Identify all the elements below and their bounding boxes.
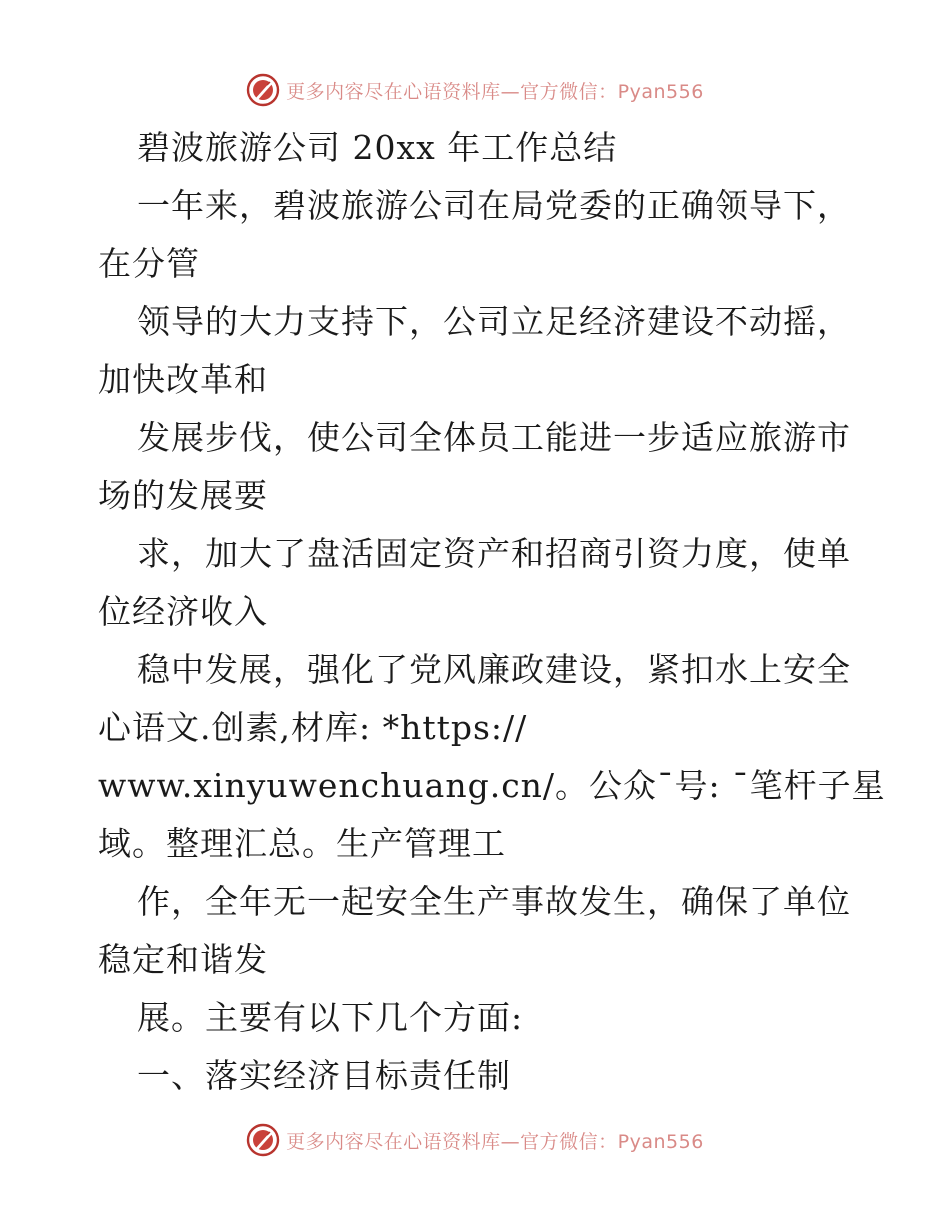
footer-banner[interactable]	[0, 1120, 950, 1160]
paragraph-line: 展。主要有以下几个方面:	[137, 998, 524, 1037]
paragraph-line: 在分管	[98, 244, 200, 283]
paragraph-line: www.xinyuwenchuang.cn/。公众¯号: ¯笔杆子星	[98, 766, 886, 805]
paragraph-line: 心语文.创素,材库: *https://	[98, 708, 528, 747]
paragraph-line: 领导的大力支持下，公司立足经济建设不动摇，	[137, 302, 851, 341]
quill-logo-icon	[246, 1123, 280, 1157]
paragraph-line: 一年来，碧波旅游公司在局党委的正确领导下，	[137, 186, 851, 225]
section-heading: 一、落实经济目标责任制	[137, 1056, 511, 1095]
paragraph-line: 稳中发展，强化了党风廉政建设，紧扣水上安全	[137, 650, 851, 689]
paragraph-line: 位经济收入	[98, 592, 268, 631]
paragraph-line: 场的发展要	[98, 476, 268, 515]
paragraph-line: 稳定和谐发	[98, 940, 268, 979]
header-banner-text: 更多内容尽在心语资料库—官方微信：Pyan556	[286, 80, 704, 103]
paragraph-line: 发展步伐，使公司全体员工能进一步适应旅游市	[137, 418, 851, 457]
header-banner[interactable]	[0, 70, 950, 110]
paragraph-line: 求，加大了盘活固定资产和招商引资力度，使单	[137, 534, 851, 573]
paragraph-line: 域。整理汇总。生产管理工	[98, 824, 506, 863]
footer-banner-text: 更多内容尽在心语资料库—官方微信：Pyan556	[286, 1130, 704, 1153]
quill-logo-icon	[246, 73, 280, 107]
document-title: 碧波旅游公司 20xx 年工作总结	[137, 128, 618, 167]
paragraph-line: 加快改革和	[98, 360, 268, 399]
paragraph-line: 作，全年无一起安全生产事故发生，确保了单位	[137, 882, 851, 921]
